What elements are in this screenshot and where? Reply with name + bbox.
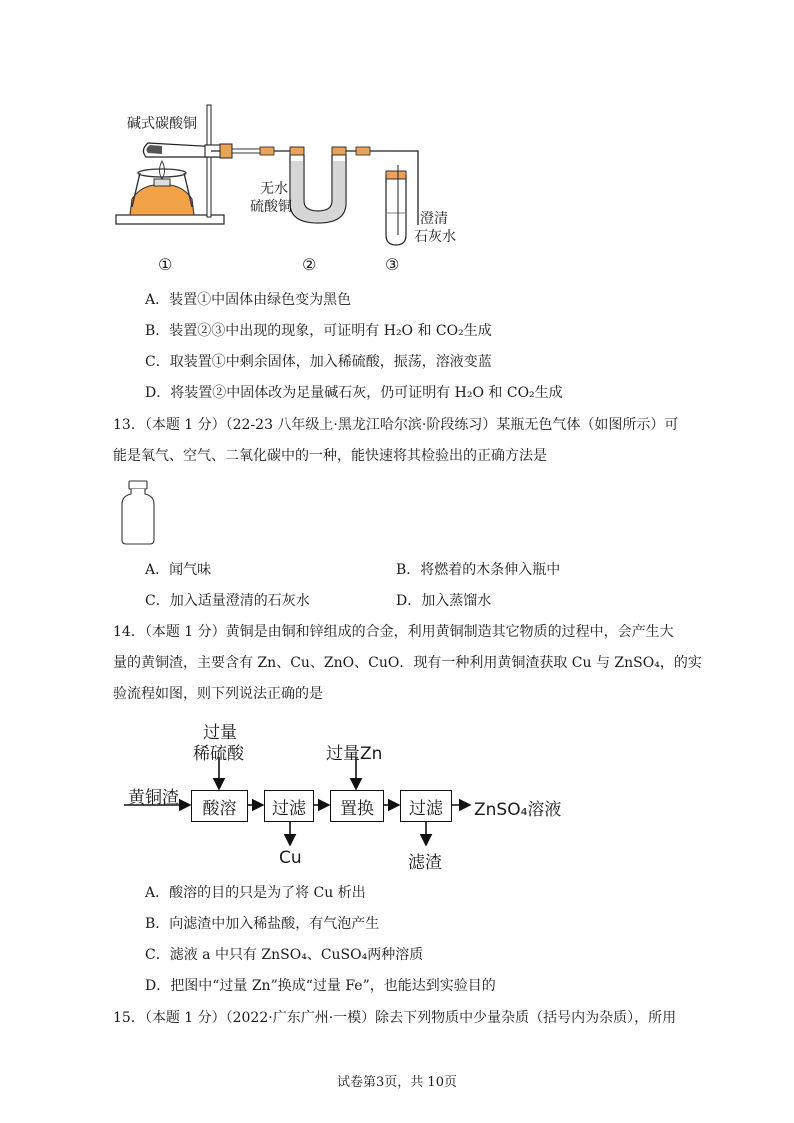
- q14-option-a: A．酸溶的目的只是为了将 Cu 析出: [145, 885, 366, 901]
- q12-option-b: B．装置②③中出现的现象，可证明有 H₂O 和 CO₂生成: [145, 323, 492, 339]
- flow-reagent-1-line1: 过量: [203, 723, 237, 743]
- q13-stem-line2: 能是氧气、空气、二氧化碳中的一种，能快速将其检验出的正确方法是: [113, 448, 547, 464]
- flow-step-filter-1: 过滤: [264, 790, 314, 822]
- q14-option-d: D．把图中“过量 Zn”换成“过量 Fe”，也能达到实验目的: [145, 978, 496, 994]
- flow-reagent-1-line2: 稀硫酸: [193, 744, 244, 764]
- apparatus-number-1: ①: [158, 255, 173, 274]
- flow-byproduct-cu: Cu: [279, 848, 302, 868]
- q13-stem-line1: 13．（本题 1 分）（22-23 八年级上·黑龙江哈尔滨·阶段练习）某瓶无色气体（如图所示）可: [113, 417, 679, 433]
- gas-bottle-icon: [118, 480, 158, 546]
- q13-option-d: D．加入蒸馏水: [396, 593, 492, 609]
- q12-option-d: D．将装置②中固体改为足量碱石灰，仍可证明有 H₂O 和 CO₂生成: [145, 385, 563, 401]
- flow-reagent-2: 过量Zn: [326, 744, 383, 764]
- label-anhydrous-1: 无水: [260, 181, 288, 197]
- q14-option-b: B．向滤渣中加入稀盐酸，有气泡产生: [145, 916, 380, 932]
- label-limewater-2: 石灰水: [414, 229, 456, 245]
- q14-option-c: C．滤液 a 中只有 ZnSO₄、CuSO₄两种溶质: [145, 947, 424, 963]
- q14-stem-line1: 14．（本题 1 分）黄铜是由铜和锌组成的合金，利用黄铜制造其它物质的过程中，会产生大: [113, 624, 674, 640]
- flow-input: 黄铜渣: [128, 788, 179, 808]
- q14-stem-line3: 验流程如图，则下列说法正确的是: [113, 686, 323, 702]
- q15-stem-line1: 15．（本题 1 分）（2022·广东广州·一模）除去下列物质中少量杂质（括号内为杂质），所用: [113, 1010, 677, 1026]
- q12-option-c: C．取装置①中剩余固体，加入稀硫酸，振荡，溶液变蓝: [145, 354, 492, 370]
- q12-option-a: A．装置①中固体由绿色变为黑色: [145, 292, 352, 308]
- q13-option-b: B．将燃着的木条伸入瓶中: [396, 562, 561, 578]
- apparatus-number-3: ③: [385, 255, 400, 274]
- q13-option-a: A．闻气味: [145, 562, 212, 578]
- flow-byproduct-residue: 滤渣: [408, 853, 442, 873]
- flow-step-acid-dissolve: 酸溶: [191, 790, 248, 822]
- q13-option-c: C．加入适量澄清的石灰水: [145, 593, 310, 609]
- flow-step-replace: 置换: [330, 790, 384, 822]
- apparatus-number-2: ②: [302, 255, 317, 274]
- q14-stem-line2: 量的黄铜渣，主要含有 Zn、Cu、ZnO、CuO．现有一种利用黄铜渣获取 Cu 与 ZnSO₄，的实: [113, 655, 702, 671]
- label-anhydrous-2: 硫酸铜: [250, 199, 292, 215]
- flow-output: ZnSO₄溶液: [474, 800, 562, 820]
- flow-step-filter-2: 过滤: [400, 790, 452, 822]
- gas-bottle-figure: [118, 480, 158, 546]
- label-basic-copper-carbonate: 碱式碳酸铜: [127, 116, 197, 132]
- page-footer: 试卷第3页，共 10页: [337, 1075, 457, 1090]
- label-limewater-1: 澄清: [420, 211, 448, 227]
